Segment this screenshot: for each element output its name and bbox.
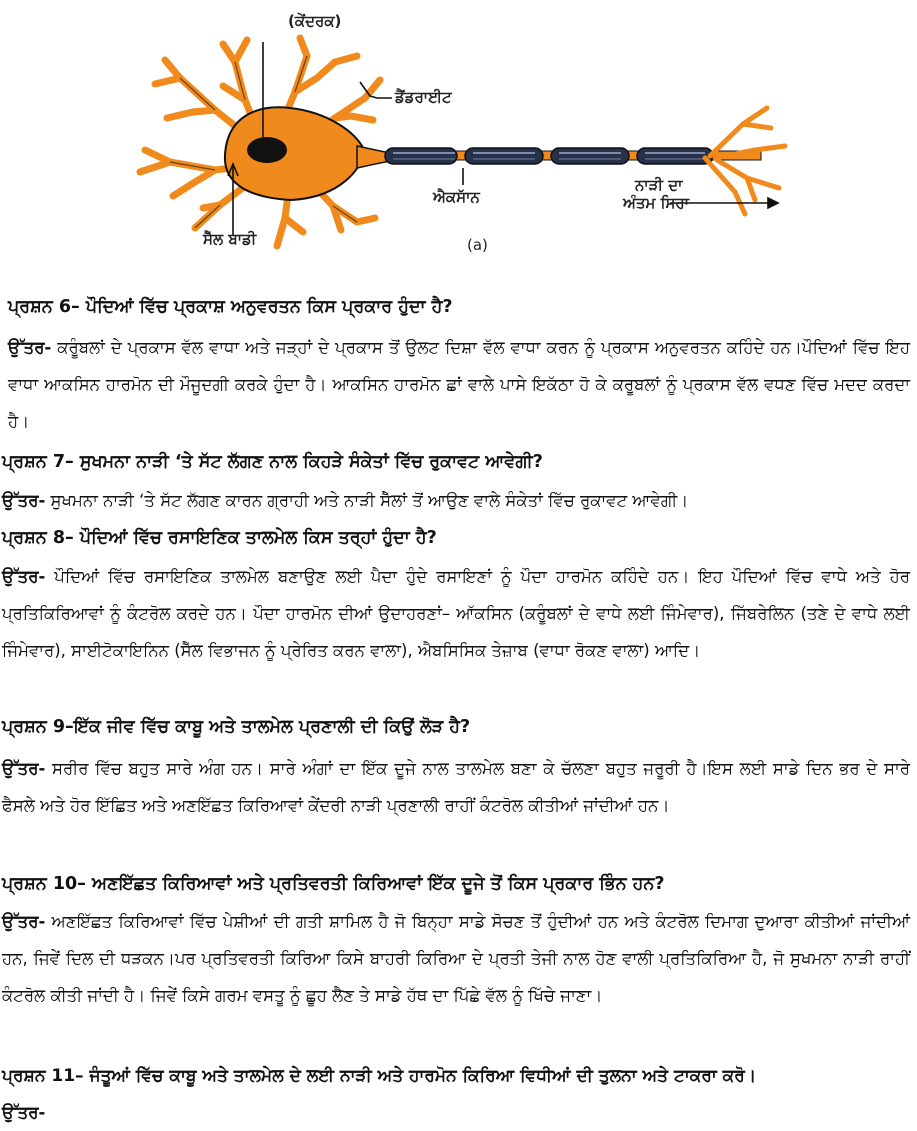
nerve-end-label-line1: ਨਾੜੀ ਦਾ <box>635 176 683 194</box>
answer-11-block <box>0 1094 910 1131</box>
figure-caption: (a) <box>467 236 488 254</box>
answer-10-block <box>0 903 910 1014</box>
dendrite-label: ਡੈਂਡਰਾਈਟ <box>395 88 452 106</box>
answer-text: ਅਣਇੱਛਤ ਕਿਰਿਆਵਾਂ ਵਿੱਚ ਪੇਸ਼ੀਆਂ ਦੀ ਗਤੀ ਸ਼ਾਮਿਲ ਹੈ ਜੋ ਬਿਨ੍ਹਾ ਸਾਡੇ ਸੋਚਣ ਤੋਂ ਹੁੰਦੀਆਂ ਹਨ ਅਤੇ ਕੰਟਰੋਲ ਦਿਮਾਗ ਦੁਆਰਾ ਕੀਤੀਆਂ ਜਾਂਦੀਆਂ ਹਨ, ਜਿਵੇਂ ਦਿਲ ਦੀ ਧੜਕਨ।ਪਰ ਪ੍ਰਤਿਵਰਤੀ ਕਿਰਿਆ ਕਿਸੇ ਬਾਹਰੀ ਕਿਰਿਆ ਦੇ ਪ੍ਰਤੀ ਤੇਜੀ ਨਾਲ ਹੋਣ ਵਾਲੀ ਪ੍ਰਤਿਕਿਰਿਆ ਹੈ, ਜੋ ਸੁਖਮਨਾ ਨਾੜੀ ਰਾਹੀਂ ਕੰਟਰੋਲ ਕੀਤੀ ਜਾਂਦੀ ਹੈ। ਜਿਵੇਂ ਕਿਸੇ ਗਰਮ ਵਸਤੂ ਨੂੰ ਛੂਹ ਲੈਣ ਤੇ ਸਾਡੇ ਹੱਥ ਦਾ ਪਿੱਛੇ ਵੱਲ ਨੂੰ ਖਿੱਚੇ ਜਾਣਾ। <box>2 912 910 1005</box>
answer-11 <box>0 1094 910 1131</box>
answer-text: ਕਰੂੰਬਲਾਂ ਦੇ ਪ੍ਰਕਾਸ ਵੱਲ ਵਾਧਾ ਅਤੇ ਜੜ੍ਹਾਂ ਦੇ ਪ੍ਰਕਾਸ ਤੋਂ ਉਲਟ ਦਿਸ਼ਾ ਵੱਲ ਵਾਧਾ ਕਰਨ ਨੂੰ ਪ੍ਰਕਾਸ ਅਨੁਵਰਤਨ ਕਹਿੰਦੇ ਹਨ।ਪੌਦਿਆਂ ਵਿੱਚ ਇਹ ਵਾਧਾ ਆਕਸਿਨ ਹਾਰਮੋਨ ਦੀ ਮੌਜੂਦਗੀ ਕਰਕੇ ਹੁੰਦਾ ਹੈ। ਆਕਸਿਨ ਹਾਰਮੋਨ ਛਾਂ ਵਾਲੇ ਪਾਸੇ ਇਕੱਠਾ ਹੋ ਕੇ ਕਰੂਬਲਾਂ ਨੂੰ ਪ੍ਰਕਾਸ ਵੱਲ ਵਧਣ ਵਿੱਚ ਮਦਦ ਕਰਦਾ ਹੈ। <box>8 338 910 431</box>
answer-text: ਸੁਖਮਨਾ ਨਾੜੀ ‘ਤੇ ਸੱਟ ਲੱਗਣ ਕਾਰਨ ਗ੍ਰਾਹੀ ਅਤੇ ਨਾੜੀ ਸੈੱਲਾਂ ਤੋਂ ਆਉਣ ਵਾਲੇ ਸੰਕੇਤਾਂ ਵਿੱਚ ਰੁਕਾਵਟ ਆਵੇਗੀ। <box>45 491 689 510</box>
cell-body-shape <box>225 107 365 200</box>
answer-label: ਉੱਤਰ- <box>2 759 46 778</box>
question-6: ਪ੍ਰਸ਼ਨ 6– ਪੌਦਿਆਂ ਵਿੱਚ ਪ੍ਰਕਾਸ਼ ਅਨੁਵਰਤਨ ਕਿਸ ਪ੍ਰਕਾਰ ਹੁੰਦਾ ਹੈ? <box>8 297 453 317</box>
answer-7-block <box>0 482 910 519</box>
neuron-figure <box>95 0 795 268</box>
answer-8 <box>0 558 910 669</box>
question-11: ਪ੍ਰਸ਼ਨ 11– ਜੰਤੂਆਂ ਵਿੱਚ ਕਾਬੂ ਅਤੇ ਤਾਲਮੇਲ ਦੇ ਲਈ ਨਾੜੀ ਅਤੇ ਹਾਰਮੋਨ ਕਿਰਿਆ ਵਿਧੀਆਂ ਦੀ ਤੁਲਨਾ ਅਤੇ ਟਾਕਰਾ ਕਰੋ। <box>2 1066 757 1086</box>
question-7: ਪ੍ਰਸ਼ਨ 7– ਸੁਖਮਨਾ ਨਾੜੀ ‘ਤੇ ਸੱਟ ਲੱਗਣ ਨਾਲ ਕਿਹੜੇ ਸੰਕੇਤਾਂ ਵਿੱਚ ਰੁਕਾਵਟ ਆਵੇਗੀ? <box>2 452 543 472</box>
answer-10 <box>0 903 910 1014</box>
qa-item-8 <box>0 525 910 551</box>
qa-item-10 <box>0 871 910 897</box>
question-9: ਪ੍ਰਸ਼ਨ 9–ਇੱਕ ਜੀਵ ਵਿੱਚ ਕਾਬੂ ਅਤੇ ਤਾਲਮੇਲ ਪ੍ਰਣਾਲੀ ਦੀ ਕਿਉਂ ਲੋੜ ਹੈ? <box>2 717 471 737</box>
qa-item-7 <box>0 449 910 475</box>
answer-9 <box>0 750 910 824</box>
nucleus-dot <box>247 137 287 163</box>
axon-label: ਐਕਸਾੱਨ <box>433 188 480 206</box>
answer-label: ਉੱਤਰ- <box>8 338 52 357</box>
answer-8-block <box>0 558 910 669</box>
answer-6 <box>0 329 910 440</box>
neuron-diagram <box>95 0 795 268</box>
answer-9-block <box>0 750 910 824</box>
qa-item-11 <box>0 1063 910 1089</box>
qa-item-9 <box>0 714 910 740</box>
answer-label: ਉੱਤਰ- <box>2 912 46 931</box>
answer-text: ਸਰੀਰ ਵਿੱਚ ਬਹੁਤ ਸਾਰੇ ਅੰਗ ਹਨ। ਸਾਰੇ ਅੰਗਾਂ ਦਾ ਇੱਕ ਦੂਜੇ ਨਾਲ ਤਾਲਮੇਲ ਬਣਾ ਕੇ ਚੱਲਣਾ ਬਹੁਤ ਜਰੂਰੀ ਹੈ।ਇਸ ਲਈ ਸਾਡੇ ਦਿਨ ਭਰ ਦੇ ਸਾਰੇ ਫੈਸਲੇ ਅਤੇ ਹੋਰ ਇੱਛਿਤ ਅਤੇ ਅਣਇੱਛਤ ਕਿਰਿਆਵਾਂ ਕੇਂਦਰੀ ਨਾੜੀ ਪ੍ਰਣਾਲੀ ਰਾਹੀਂ ਕੰਟਰੋਲ ਕੀਤੀਆਂ ਜਾਂਦੀਆਂ ਹਨ। <box>2 759 910 815</box>
answer-6-block <box>0 329 910 440</box>
answer-7 <box>0 482 910 519</box>
nerve-end-label-line2: ਅੰਤਮ ਸਿਰਾ <box>623 194 690 212</box>
cell-body-label: ਸੈੱਲ ਬਾਡੀ <box>203 230 257 248</box>
answer-label: ਉੱਤਰ- <box>2 567 46 586</box>
answer-label: ਉੱਤਰ- <box>2 491 46 510</box>
question-8: ਪ੍ਰਸ਼ਨ 8– ਪੌਦਿਆਂ ਵਿੱਚ ਰਸਾਇਣਿਕ ਤਾਲਮੇਲ ਕਿਸ ਤਰ੍ਹਾਂ ਹੁੰਦਾ ਹੈ? <box>2 528 437 548</box>
nucleus-label: (ਕੇਂਦਰਕ) <box>288 12 342 30</box>
question-10: ਪ੍ਰਸ਼ਨ 10– ਅਣਇੱਛਤ ਕਿਰਿਆਵਾਂ ਅਤੇ ਪ੍ਰਤਿਵਰਤੀ ਕਿਰਿਆਵਾਂ ਇੱਕ ਦੂਜੇ ਤੋਂ ਕਿਸ ਪ੍ਰਕਾਰ ਭਿੰਨ ਹਨ? <box>2 874 665 894</box>
answer-label: ਉੱਤਰ- <box>2 1103 46 1122</box>
qa-item-6 <box>0 294 910 320</box>
answer-text: ਪੌਦਿਆਂ ਵਿੱਚ ਰਸਾਇਣਿਕ ਤਾਲਮੇਲ ਬਣਾਉਣ ਲਈ ਪੈਦਾ ਹੁੰਦੇ ਰਸਾਇਣਾਂ ਨੂੰ ਪੌਦਾ ਹਾਰਮੋਨ ਕਹਿੰਦੇ ਹਨ। ਇਹ ਪੌਦਿਆਂ ਵਿੱਚ ਵਾਧੇ ਅਤੇ ਹੋਰ ਪ੍ਰਤਿਕਿਰਿਆਵਾਂ ਨੂੰ ਕੰਟਰੋਲ ਕਰਦੇ ਹਨ। ਪੌਦਾ ਹਾਰਮੋਨ ਦੀਆਂ ਉਦਾਹਰਣਾਂ– ਆੱਕਸਿਨ (ਕਰੂੰਬਲਾਂ ਦੇ ਵਾਧੇ ਲਈ ਜਿੰਮੇਵਾਰ), ਜਿੱਬਰੇਲਿਨ (ਤਣੇ ਦੇ ਵਾਧੇ ਲਈ ਜਿੰਮੇਵਾਰ), ਸਾਈਟੋਕਾਇਨਿਨ (ਸੈੱਲ ਵਿਭਾਜਨ ਨੂੰ ਪ੍ਰੇਰਿਤ ਕਰਨ ਵਾਲਾ), ਐਬਸਿਸਿਕ ਤੇਜ਼ਾਬ (ਵਾਧਾ ਰੋਕਣ ਵਾਲਾ) ਆਦਿ। <box>2 567 910 660</box>
axon-terminals <box>705 108 785 214</box>
